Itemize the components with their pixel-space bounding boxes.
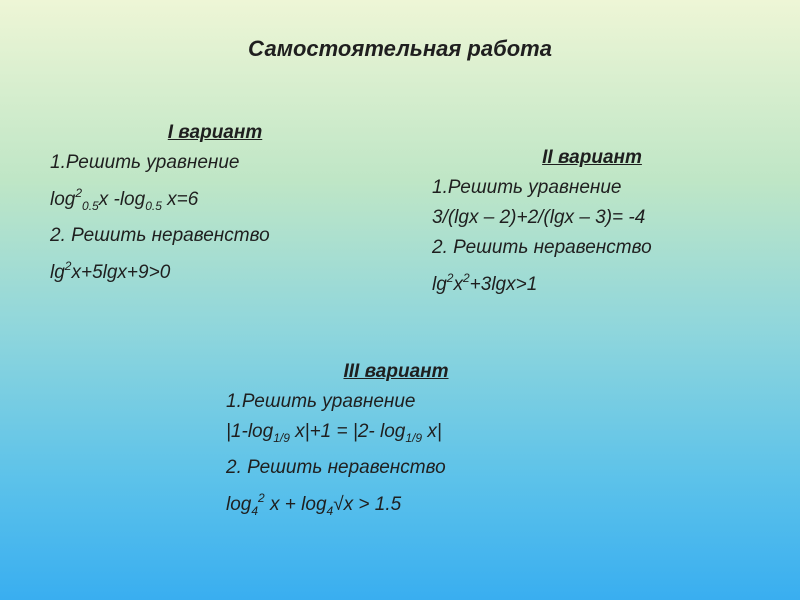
ineq-part: x — [453, 274, 463, 295]
ineq-part: lg — [50, 262, 65, 283]
variant-1-task-2: 2. Решить неравенство — [50, 225, 270, 246]
ineq-sup: 2 — [462, 271, 470, 285]
variant-1-equation — [50, 178, 380, 221]
ineq-sub: 4 — [251, 504, 259, 518]
eq-sub: 0.5 — [82, 199, 99, 213]
variant-2-equation: 3/(lgx – 2)+2/(lgx – 3)= -4 — [432, 207, 646, 228]
slide-title: Самостоятельная работа — [248, 36, 552, 61]
variant-2-task-2: 2. Решить неравенство — [432, 237, 652, 258]
variant-3 — [226, 357, 566, 526]
variant-3-equation — [226, 417, 566, 453]
variant-2-header: II вариант — [542, 147, 642, 168]
ineq-sub: 4 — [326, 504, 334, 518]
eq-part: |1-log — [226, 421, 274, 442]
ineq-part: √x > 1.5 — [333, 494, 402, 515]
ineq-sup: 2 — [446, 271, 454, 285]
variant-2 — [432, 143, 752, 300]
eq-part: x|+1 = |2- log — [289, 421, 406, 442]
variant-1-header: I вариант — [167, 122, 263, 143]
eq-part: x=6 — [161, 189, 199, 210]
eq-part: log — [50, 189, 76, 210]
ineq-sup: 2 — [64, 259, 72, 273]
variant-3-task-2: 2. Решить неравенство — [226, 457, 446, 478]
eq-part: x -log — [98, 189, 146, 210]
ineq-part: +3lgx>1 — [469, 274, 538, 295]
variant-3-header: III вариант — [343, 361, 449, 382]
variant-3-inequality — [226, 483, 566, 526]
variant-1-inequality — [50, 251, 380, 288]
eq-sub: 1/9 — [405, 431, 423, 445]
eq-sub: 1/9 — [273, 431, 290, 445]
eq-sup: 2 — [75, 186, 83, 200]
variant-2-inequality — [432, 263, 752, 300]
variant-1 — [50, 118, 380, 288]
ineq-part: log — [226, 494, 252, 515]
eq-sub: 0.5 — [145, 199, 162, 213]
ineq-part: x + log — [264, 494, 327, 515]
ineq-part: x+5lgx+9>0 — [71, 262, 171, 283]
eq-part: x| — [422, 421, 442, 442]
ineq-part: lg — [432, 274, 447, 295]
variant-3-task-1: 1.Решить уравнение — [226, 391, 416, 412]
ineq-sup: 2 — [258, 491, 265, 505]
variant-2-task-1: 1.Решить уравнение — [432, 177, 622, 198]
variant-1-task-1: 1.Решить уравнение — [50, 152, 240, 173]
